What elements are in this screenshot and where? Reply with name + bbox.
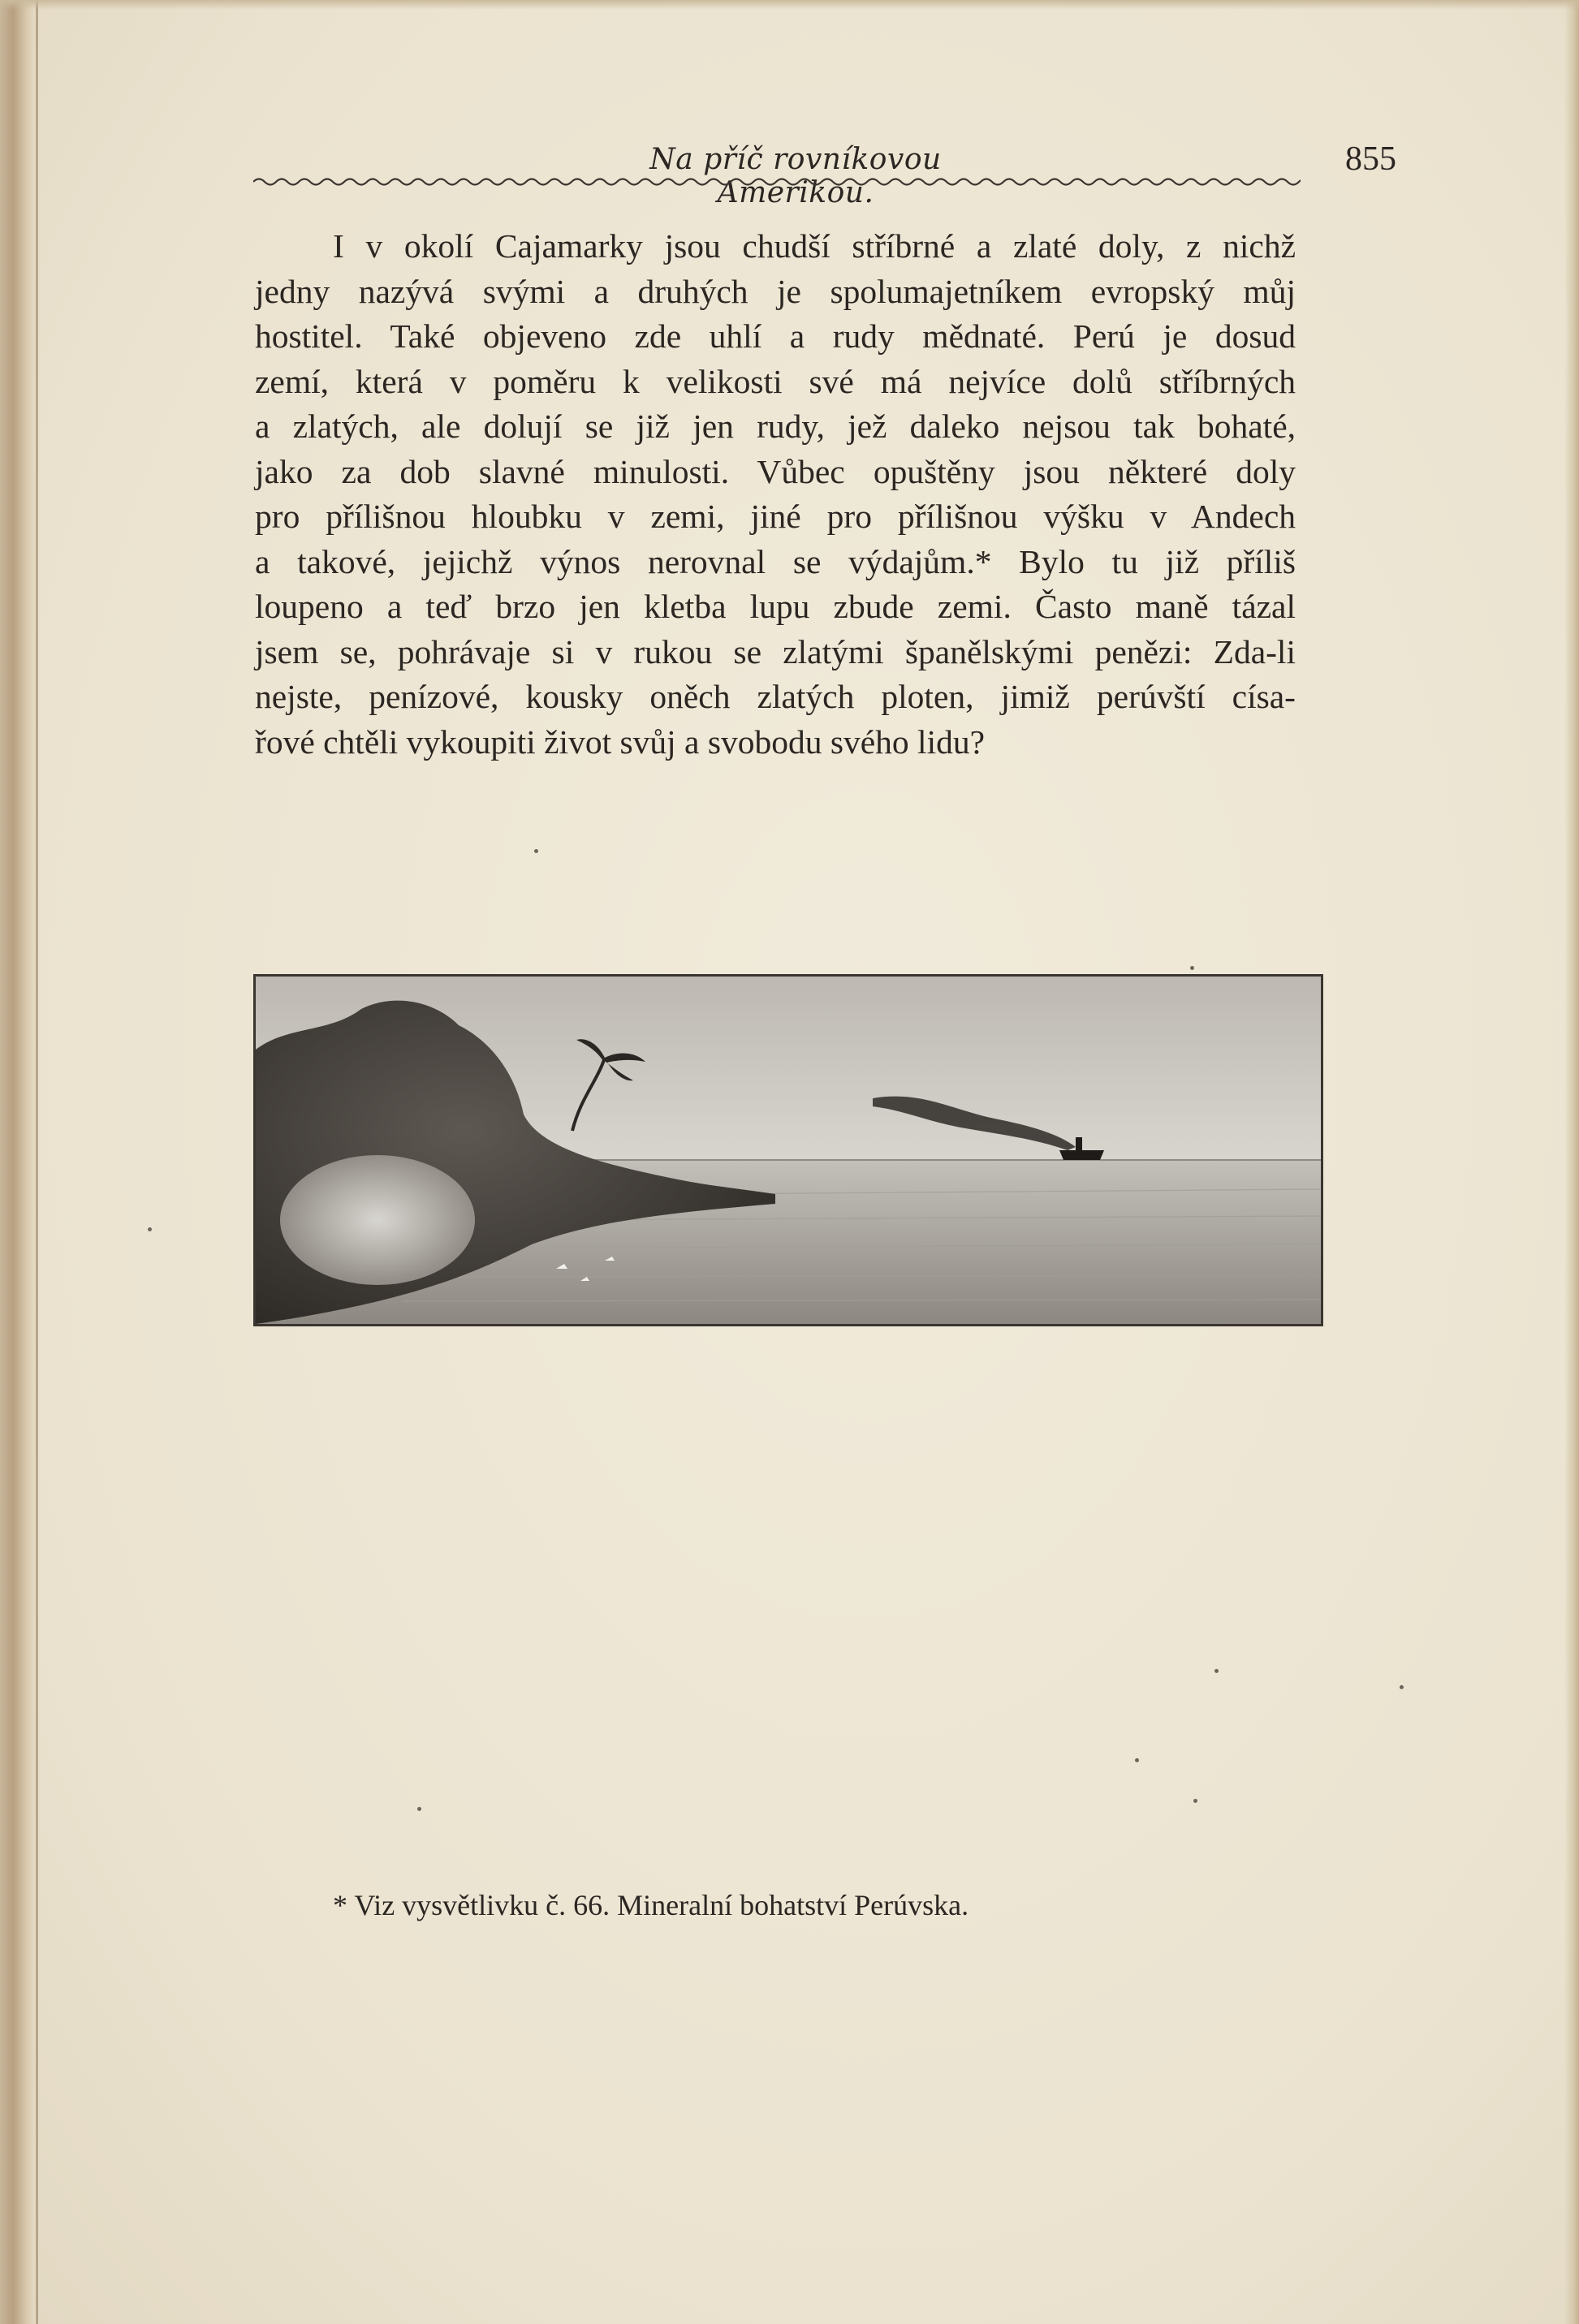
paper-speck: [1193, 1799, 1197, 1803]
body-line: zemí, která v poměru k velikosti své má nejvíce dolů stříbrných: [255, 362, 1296, 400]
paper-speck: [1135, 1758, 1139, 1762]
page-number: 855: [1345, 140, 1396, 178]
footnote: * Viz vysvětlivku č. 66. Mineralní bohatství Perúvska.: [333, 1889, 969, 1921]
paper-speck: [1190, 966, 1194, 970]
body-line: a zlatých, ale dolují se již jen rudy, jež daleko nejsou tak bohaté,: [255, 407, 1296, 445]
body-line: nejste, penízové, kousky oněch zlatých ploten, jimiž perúvští císa-: [255, 678, 1296, 715]
running-head: Na příč rovníkovou Amerikou.: [649, 143, 942, 209]
body-line: hostitel. Také objeveno zde uhlí a rudy mědnaté. Perú je dosud: [255, 317, 1296, 355]
breaking-surf: [280, 1155, 475, 1285]
page-top-edge: [0, 0, 1579, 10]
body-line: I v okolí Cajamarky jsou chudší stříbrné a zlaté doly, z nichž: [333, 227, 1296, 265]
body-line: jsem se, pohrávaje si v rukou se zlatými španělskými penězi: Zda-li: [255, 632, 1296, 670]
paper-speck: [1400, 1685, 1404, 1689]
coastal-steamship-illustration: [253, 974, 1323, 1326]
body-line: jako za dob slavné minulosti. Vůbec opuštěny jsou některé doly: [255, 452, 1296, 490]
paper-speck: [148, 1227, 152, 1231]
body-paragraph: [255, 224, 1296, 765]
paper-speck: [417, 1807, 421, 1811]
body-line: pro přílišnou hloubku v zemi, jiné pro přílišnou výšku v Andech: [255, 498, 1296, 535]
body-line: jedny nazývá svými a druhých je spolumajetníkem evropský můj: [255, 272, 1296, 310]
body-line: a takové, jejichž výnos nerovnal se výdajům.* Bylo tu již příliš: [255, 542, 1296, 580]
body-line: řové chtěli vykoupiti život svůj a svobodu svého lidu?: [255, 722, 986, 761]
book-spine: [0, 0, 37, 2324]
spine-edge-line: [36, 0, 38, 2324]
steamship-funnel: [1076, 1137, 1082, 1150]
wavy-header-rule: [253, 172, 1301, 192]
paper-speck: [534, 849, 538, 853]
page-right-edge: [1564, 0, 1579, 2324]
steamship: [1059, 1150, 1104, 1160]
body-line: loupeno a teď brzo jen kletba lupu zbude zemi. Často maně tázal: [255, 588, 1296, 625]
paper-speck: [1214, 1669, 1219, 1673]
illustration-drawing: [256, 977, 1321, 1324]
